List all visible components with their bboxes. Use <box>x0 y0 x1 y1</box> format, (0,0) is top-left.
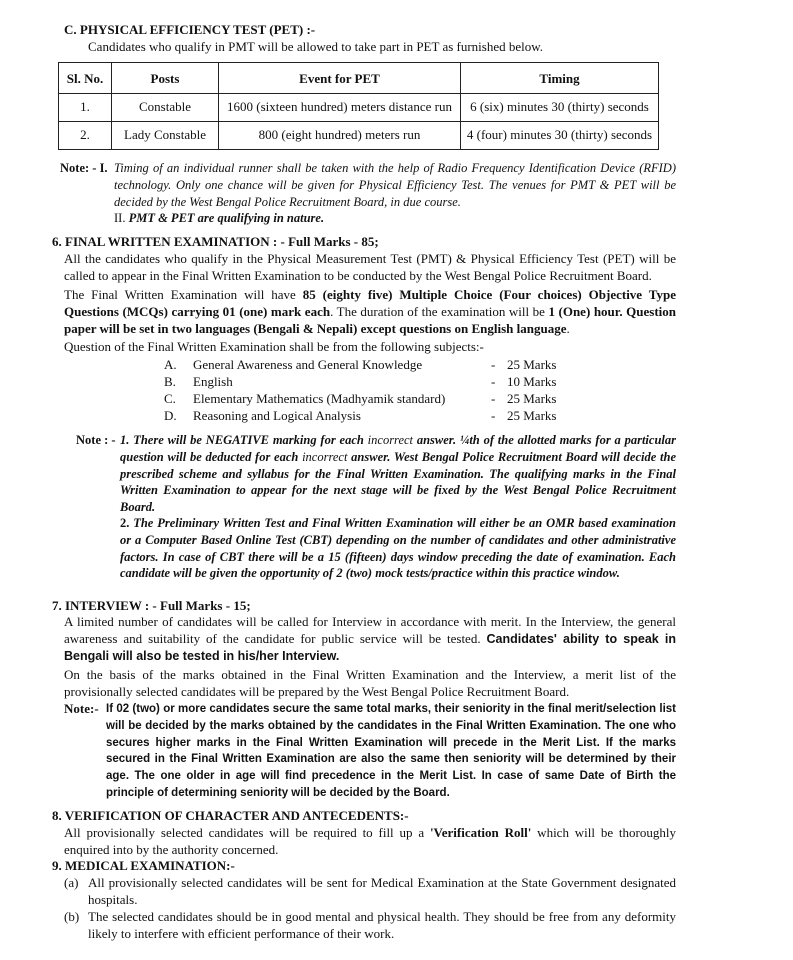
section-8-para <box>64 825 676 859</box>
subject-marks: 25 Marks <box>507 391 557 406</box>
section-7-note-text: If 02 (two) or more candidates secure the same total marks, their seniority in the final merit/selection list will be decided by the marks obtained by the candidates in the Final Written Examination. The one who secures higher marks in the Final Written Examination will precede in the Merit List. If the marks secured in the Final Written Examination are also the same then seniority will be determined by their age. The one older in age will find precedence in the Merit List. In case of same Date of Birth the principle of determining seniority will be decided by the Board. <box>106 703 676 799</box>
subject-dash: - <box>491 391 496 406</box>
note-1-incorrect-b: incorrect <box>302 449 348 464</box>
table-cell: 800 (eight hundred) meters run <box>219 122 461 150</box>
section-6-note <box>76 432 676 516</box>
section-c-intro: Candidates who qualify in PMT will be allowed to take part in PET as furnished below. <box>88 39 544 54</box>
table-cell: Constable <box>112 94 219 122</box>
subject-dash: - <box>491 374 496 389</box>
subject-name: Elementary Mathematics (Madhyamik standard) <box>193 391 446 406</box>
list-item <box>164 391 564 408</box>
section-8-title: 8. VERIFICATION OF CHARACTER AND ANTECEDENTS:- <box>52 808 409 823</box>
table-cell: Lady Constable <box>112 122 219 150</box>
note-1-text-a: 1. There will be NEGATIVE marking for each <box>120 433 368 447</box>
para-2-text-e: . <box>566 320 570 336</box>
note-2-number: 2. <box>120 516 130 530</box>
table-row <box>59 122 659 150</box>
section-8-bold: 'Verification Roll' <box>429 825 532 840</box>
subject-letter: C. <box>164 391 176 406</box>
section-6-para-2 <box>64 287 676 337</box>
section-6-para-3: Question of the Final Written Examination shall be from the following subjects:- <box>64 339 484 354</box>
para-2-text-c: . The duration of the examination will be <box>330 303 549 319</box>
pet-header-sl-text: Sl. No. <box>66 70 104 86</box>
section-7-para-1-bold: Candidates' ability to speak in Bengali will also be tested in his/her Interview. <box>64 631 676 663</box>
list-item <box>164 408 564 425</box>
subject-dash: - <box>491 357 496 372</box>
section-6-note-2 <box>120 515 676 582</box>
subject-letter: A. <box>164 357 177 372</box>
note-1-text-c: answer. ¼th of the allotted marks for a particular question will be deducted for each <box>120 433 676 464</box>
subject-marks: 25 Marks <box>507 408 557 423</box>
pet-note-item-1: Timing of an individual runner shall be taken with the help of Radio Frequency Identification Device (RFID) technology. Only one chance will be given for Physical Efficiency Test. The venues for PMT & PET will be decided by the West Bengal Police Recruitment Board, in due course. <box>114 161 676 209</box>
section-7-para-1 <box>64 614 676 664</box>
section-8-text-c: which will be thoroughly enquired into by the authority concerned. <box>64 825 676 857</box>
pet-note-item-2 <box>114 210 324 227</box>
pet-table <box>58 62 659 150</box>
table-row <box>59 94 659 122</box>
note-1-incorrect-a: incorrect <box>367 433 414 447</box>
section-9-item-a-text: All provisionally selected candidates will be sent for Medical Examination at the State Government designated hospitals. <box>88 875 676 907</box>
section-6-note-label: Note : - <box>76 433 116 447</box>
list-item <box>164 357 564 374</box>
para-2-text-a: The Final Written Examination will have <box>64 287 303 302</box>
subject-name: English <box>193 374 233 389</box>
section-8-text-a: All provisionally selected candidates will be required to fill up a <box>64 825 430 840</box>
table-cell: 6 (six) minutes 30 (thirty) seconds <box>461 94 659 122</box>
section-7-note-label: Note:- <box>64 701 99 716</box>
section-9-item-a <box>64 875 676 909</box>
pet-note-label: Note: - I. <box>60 161 108 175</box>
table-cell: 2. <box>59 122 112 150</box>
table-cell: 1600 (sixteen hundred) meters distance run <box>219 94 461 122</box>
section-6-para-1: All the candidates who qualify in the Physical Measurement Test (PMT) & Physical Efficiency Test (PET) will be called to appear in the Final Written Examination to be conducted by the West Bengal Police Recruitment Board. <box>64 251 676 283</box>
subject-dash: - <box>491 408 496 423</box>
para-2-bold-b: 85 (eighty five) Multiple Choice (Four choices) Objective Type Questions (MCQs) carrying 01 (one) mark each <box>64 287 676 319</box>
subject-letter: D. <box>164 408 177 423</box>
note-2-text: The Preliminary Written Test and Final Written Examination will either be an OMR based examination or a Computer Based Online Test (CBT) depending on the number of candidates and other administrative factors. In case of CBT there will be a 15 (fifteen) days window preceding the date of examination. Each candidate will be given the opportunity of 2 (two) mock tests/practice within this practice window. <box>120 516 676 581</box>
section-7-para-1-text: A limited number of candidates will be called for Interview in accordance with merit. In the Interview, the general awareness and suitability of the candidate for public service will be tested. <box>64 614 676 646</box>
pet-header-event: Event for PET <box>219 63 461 94</box>
section-6-note-1 <box>120 432 676 516</box>
section-c-title: C. PHYSICAL EFFICIENCY TEST (PET) :- <box>64 22 316 37</box>
section-9-item-b-label: (b) <box>64 909 80 924</box>
pet-note-item-2-label: II. <box>114 211 126 225</box>
section-9-item-b-text: The selected candidates should be in good mental and physical health. They should be free from any deformity likely to interfere with efficient performance of their work. <box>88 909 676 941</box>
subject-marks: 10 Marks <box>507 374 557 389</box>
pet-note <box>60 160 676 210</box>
subject-letter: B. <box>164 374 176 389</box>
table-cell: 4 (four) minutes 30 (thirty) seconds <box>461 122 659 150</box>
pet-header-posts: Posts <box>112 63 219 94</box>
note-1-text-e: answer. West Bengal Police Recruitment Board will decide the prescribed scheme and syllabus for the Final Written Examination. The qualifying marks in the Final Written Examination to appear for the next stage will be fixed by the West Bengal Police Recruitment Board. <box>120 449 676 515</box>
para-2-bold-d: 1 (One) hour. Question paper will be set in two languages (Bengali & Nepali) except questions on English language <box>64 303 676 336</box>
section-7-para-2: On the basis of the marks obtained in the Final Written Examination and the Interview, a merit list of the provisionally selected candidates will be prepared by the West Bengal Police Recruitment Board. <box>64 667 676 699</box>
section-9-title: 9. MEDICAL EXAMINATION:- <box>52 858 235 873</box>
pet-header-timing: Timing <box>461 63 659 94</box>
list-item <box>164 374 564 391</box>
pet-table-header-row <box>59 63 659 94</box>
table-cell: 1. <box>59 94 112 122</box>
section-6-title: 6. FINAL WRITTEN EXAMINATION : - Full Marks - 85; <box>52 234 379 249</box>
section-7-note <box>64 701 676 802</box>
subject-name: General Awareness and General Knowledge <box>193 357 423 372</box>
subject-marks: 25 Marks <box>507 357 557 372</box>
section-9-item-a-label: (a) <box>64 875 79 890</box>
subjects-list <box>164 357 564 425</box>
pet-header-sl <box>59 63 112 94</box>
subject-name: Reasoning and Logical Analysis <box>193 408 361 423</box>
section-9-item-b <box>64 909 676 943</box>
section-7-title: 7. INTERVIEW : - Full Marks - 15; <box>52 598 251 613</box>
pet-note-item-2-text: PMT & PET are qualifying in nature. <box>128 211 325 225</box>
